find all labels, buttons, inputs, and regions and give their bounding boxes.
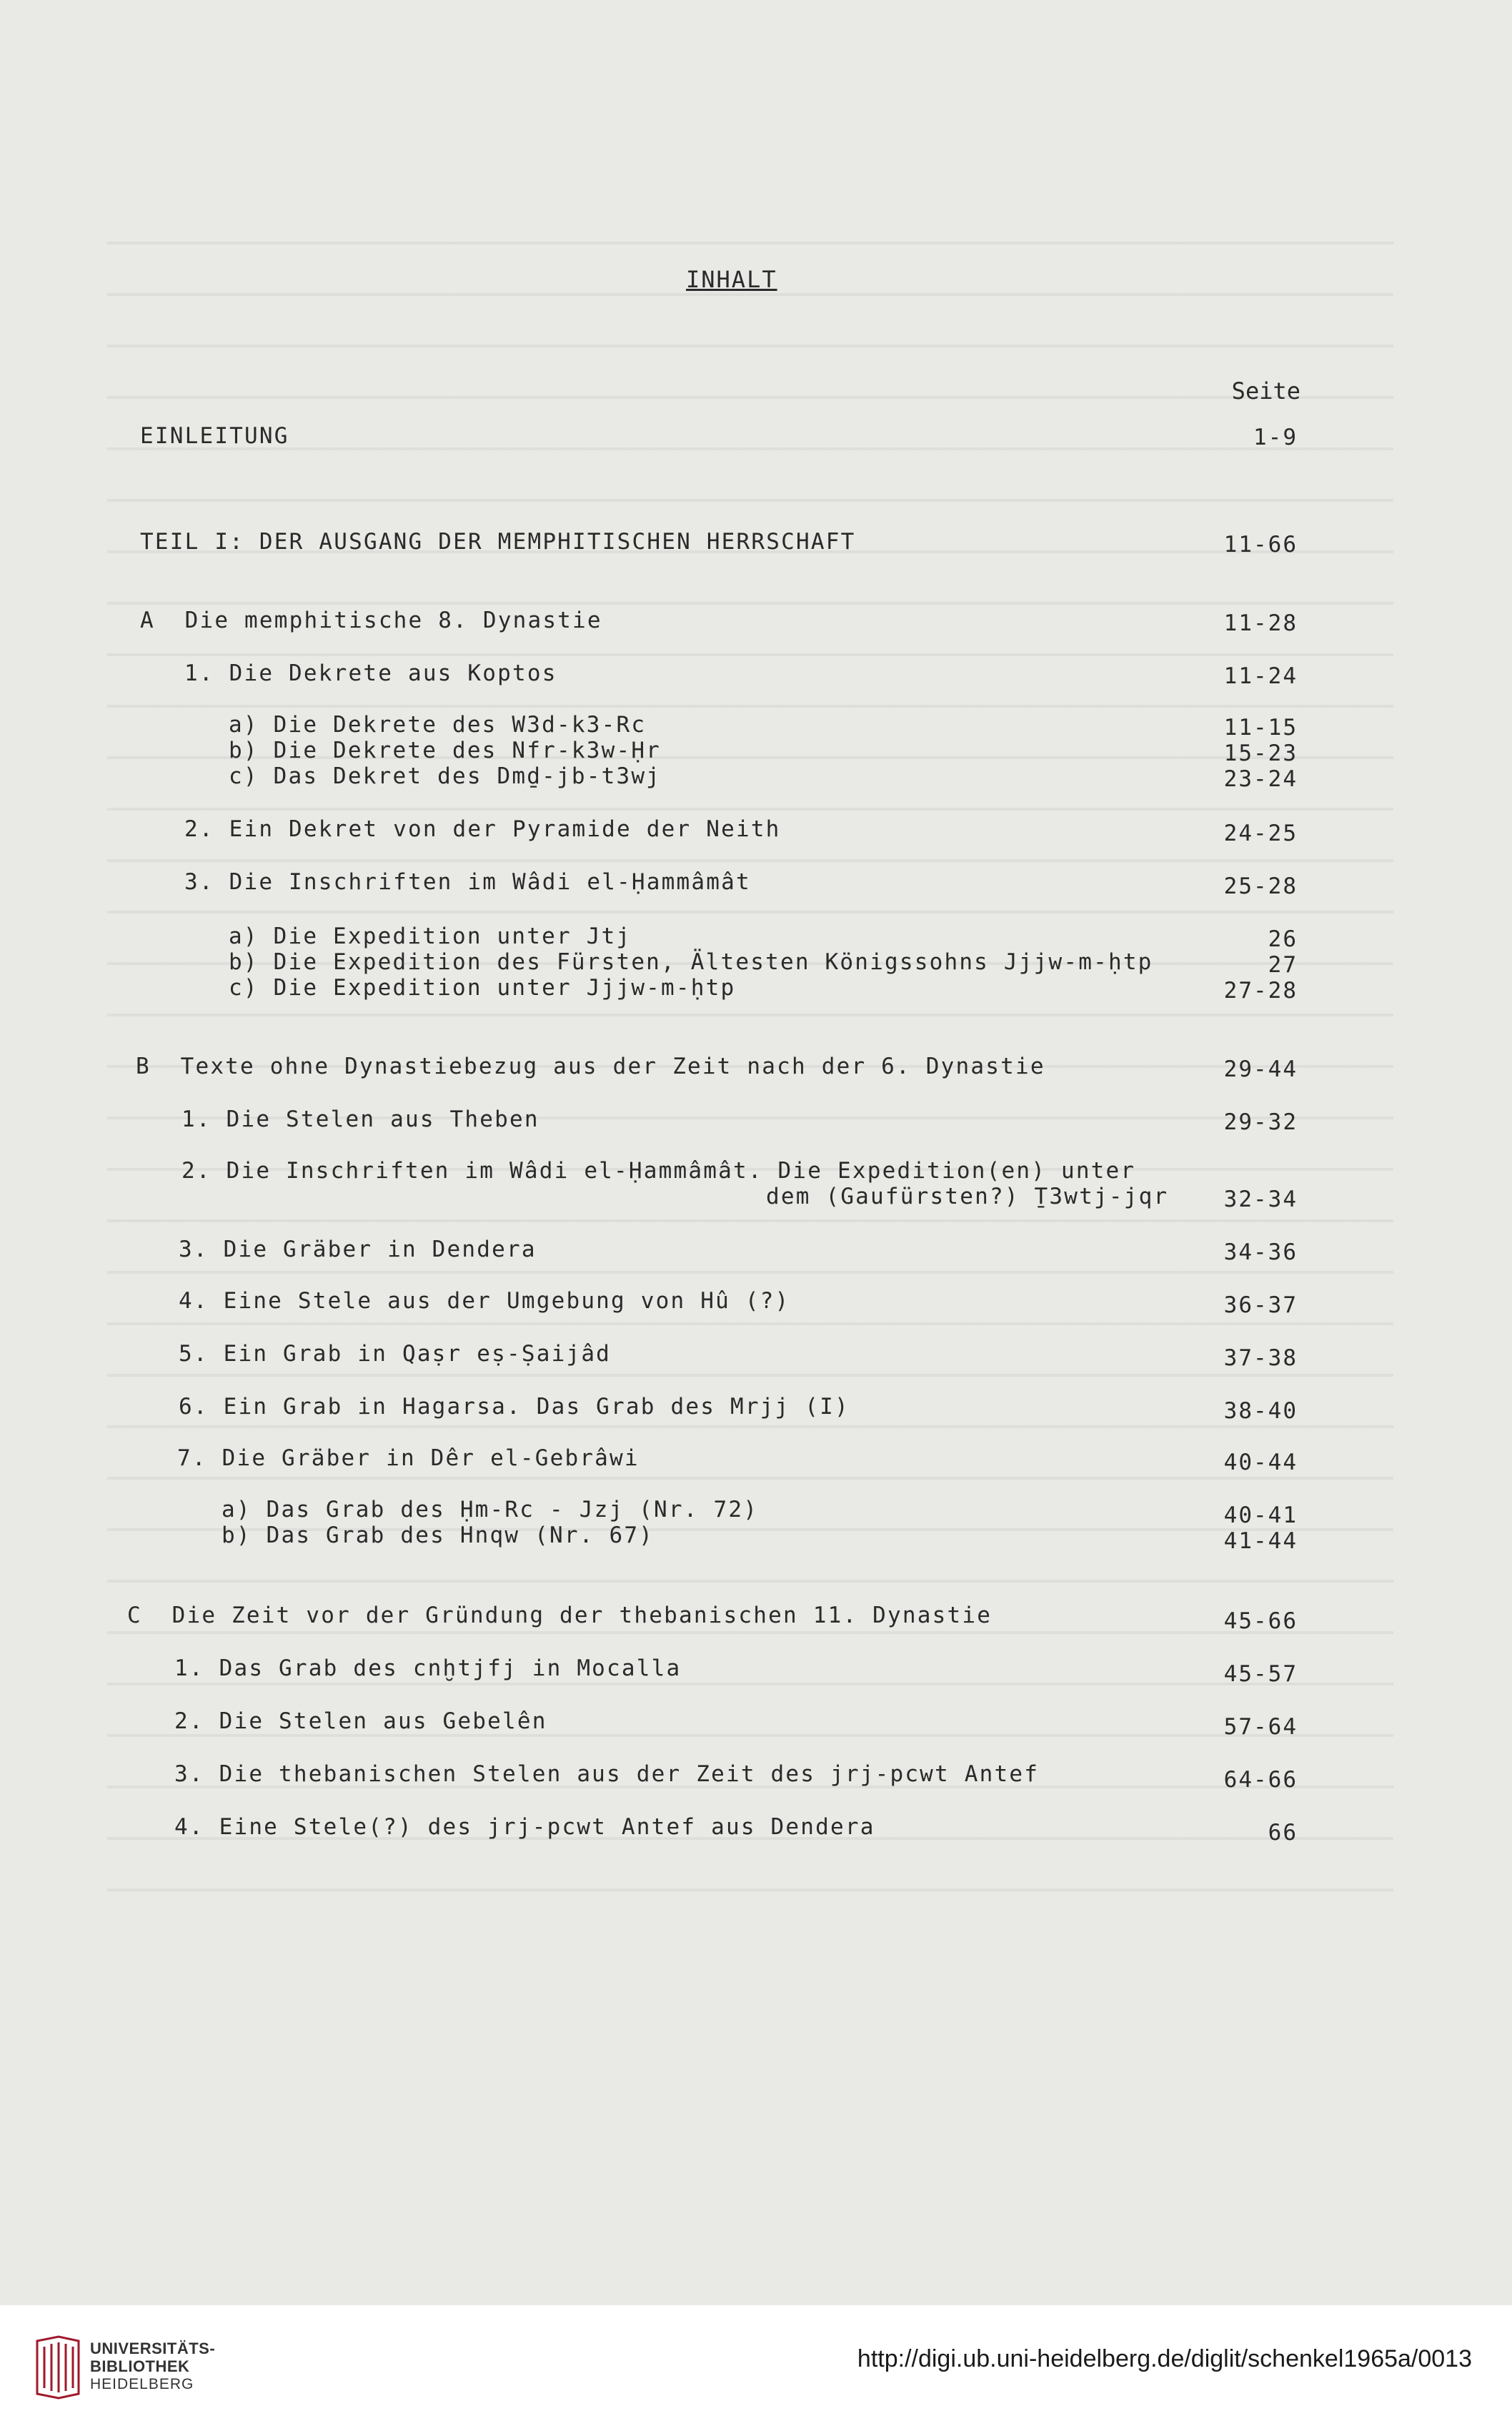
toc-entry-page: 38-40 (1223, 1398, 1298, 1424)
toc-entry-text: 2. Die Stelen aus Gebelên (174, 1708, 547, 1734)
institution-line: UNIVERSITÄTS- (90, 2340, 216, 2357)
toc-entry-page: 27-28 (1223, 978, 1298, 1004)
toc-entry-text: 5. Ein Grab in Qaṣr eṣ-Ṣaijâd (179, 1341, 612, 1367)
toc-entry-text: 7. Die Gräber in Dêr el-Gebrâwi (177, 1445, 640, 1471)
toc-entry-page: 37-38 (1223, 1345, 1298, 1371)
toc-entry-page: 29-32 (1223, 1109, 1298, 1135)
toc-entry-page: 57-64 (1223, 1714, 1298, 1740)
toc-entry-page: 29-44 (1223, 1056, 1298, 1082)
toc-entry-text: 1. Das Grab des cnḫtjfj in Mocalla (174, 1655, 682, 1681)
toc-entry-page: 40-44 (1223, 1450, 1298, 1475)
library-logo-icon (34, 2335, 81, 2400)
toc-entry-text: dem (Gaufürsten?) Ṯ3wtj-jqr (766, 1184, 1169, 1209)
toc-entry-page: 34-36 (1223, 1239, 1298, 1265)
toc-entry-page: 23-24 (1223, 766, 1298, 792)
toc-entry-page: 15-23 (1223, 741, 1298, 766)
toc-entry-page: 25-28 (1223, 873, 1298, 899)
toc-entry-page: 45-57 (1223, 1661, 1298, 1687)
toc-entry-text: 1. Die Dekrete aus Koptos (184, 660, 557, 686)
toc-entry-text: B Texte ohne Dynastiebezug aus der Zeit nach der 6. Dynastie (136, 1054, 1045, 1079)
toc-entry-text: a) Die Expedition unter Jtj (229, 924, 632, 949)
toc-entry-text: 4. Eine Stele aus der Umgebung von Hû (?) (179, 1288, 790, 1314)
toc-entry-page: 26 (1268, 926, 1298, 952)
toc-entry-page: 11-24 (1223, 663, 1298, 689)
toc-entry-text: b) Die Dekrete des Nfr-k3w-Ḥr (229, 738, 662, 763)
toc-entry-text: A Die memphitische 8. Dynastie (140, 608, 602, 633)
toc-entry-page: 27 (1268, 952, 1298, 978)
toc-entry-text: c) Das Dekret des Dmḏ-jb-t3wj (229, 763, 662, 789)
toc-entry-text: b) Das Grab des Hnqw (Nr. 67) (222, 1523, 655, 1548)
toc-entry-page: 11-66 (1223, 532, 1298, 558)
toc-entry-page: 11-15 (1223, 715, 1298, 741)
institution-name (90, 2340, 215, 2393)
toc-entry-page: 32-34 (1223, 1187, 1298, 1212)
toc-entry-text: 3. Die Gräber in Dendera (179, 1237, 537, 1262)
toc-entry-text: 1. Die Stelen aus Theben (181, 1106, 539, 1132)
toc-entry-text: TEIL I: DER AUSGANG DER MEMPHITISCHEN HERRSCHAFT (140, 529, 856, 555)
toc-entry-text: c) Die Expedition unter Jjjw-m-ḥtp (229, 975, 736, 1001)
toc-entry-text: b) Die Expedition des Fürsten, Ältesten Königssohns Jjjw-m-ḥtp (229, 949, 1153, 975)
toc-entry-text: 3. Die thebanischen Stelen aus der Zeit des jrj-pcwt Antef (174, 1761, 1040, 1787)
toc-entry-page: 45-66 (1223, 1608, 1298, 1634)
toc-entry-text: C Die Zeit vor der Gründung der thebanischen 11. Dynastie (127, 1603, 993, 1628)
toc-entry-text: 2. Die Inschriften im Wâdi el-Ḥammâmât. Die Expedition(en) unter (181, 1158, 1136, 1184)
toc-entry-text: a) Das Grab des Ḥm-Rc - Jzj (Nr. 72) (222, 1497, 759, 1523)
toc-entry-page: 41-44 (1223, 1528, 1298, 1554)
page-heading: INHALT (686, 266, 777, 293)
source-url[interactable]: http://digi.ub.uni-heidelberg.de/diglit/schenkel1965a/0013 (857, 2345, 1472, 2372)
institution-line: HEIDELBERG (90, 2376, 194, 2392)
toc-entry-text: EINLEITUNG (140, 423, 289, 449)
toc-entry-text: a) Die Dekrete des W3d-k3-Rc (229, 712, 647, 738)
toc-entry-page: 11-28 (1223, 610, 1298, 636)
toc-entry-text: 4. Eine Stele(?) des jrj-pcwt Antef aus Dendera (174, 1814, 875, 1840)
toc-entry-text: 3. Die Inschriften im Wâdi el-Ḥammâmât (184, 869, 751, 895)
institution-line: BIBLIOTHEK (90, 2357, 190, 2375)
footer-bar (0, 2305, 1512, 2426)
toc-entry-text: 6. Ein Grab in Hagarsa. Das Grab des Mrjj (I) (179, 1394, 850, 1420)
toc-entry-page: 40-41 (1223, 1502, 1298, 1528)
page-column-label: Seite (1231, 377, 1300, 405)
toc-entry-page: 36-37 (1223, 1292, 1298, 1318)
toc-entry-page: 1-9 (1253, 425, 1298, 450)
toc-entry-text: 2. Ein Dekret von der Pyramide der Neith (184, 816, 781, 842)
toc-entry-page: 64-66 (1223, 1767, 1298, 1793)
toc-entry-page: 66 (1268, 1820, 1298, 1846)
toc-entry-page: 24-25 (1223, 821, 1298, 846)
